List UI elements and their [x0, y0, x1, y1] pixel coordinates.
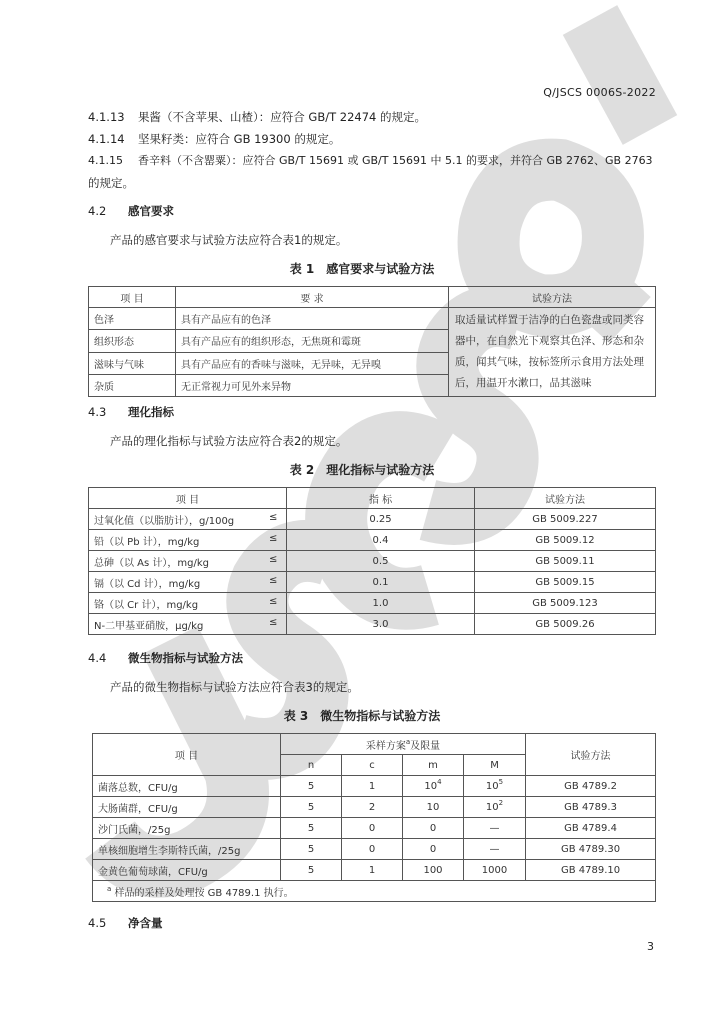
item-label: 过氧化值（以脂肪计），g/100g	[94, 515, 235, 527]
m-value: 100	[423, 864, 443, 876]
table-header-row	[89, 488, 656, 509]
table-row	[93, 776, 656, 797]
m-exponent: 4	[437, 777, 442, 786]
n-cell: 5	[281, 860, 342, 881]
m-cell	[403, 860, 464, 881]
subheader-cell: n	[281, 755, 342, 776]
M-value: 10	[485, 801, 499, 813]
table-row	[89, 572, 656, 593]
comparison-symbol: ≤	[269, 554, 278, 565]
clause-4-1-14	[88, 131, 340, 147]
m-value: 10	[424, 780, 438, 792]
M-cell	[464, 839, 526, 860]
m-cell	[403, 818, 464, 839]
method-cell: GB 5009.12	[475, 530, 656, 551]
header-cell: 要 求	[176, 287, 449, 308]
section-4-2-paragraph: 产品的感官要求与试验方法应符合表1的规定。	[110, 233, 348, 247]
c-cell: 0	[342, 818, 403, 839]
value-cell: 0.1	[287, 572, 475, 593]
item-cell: 杂质	[89, 374, 176, 396]
header-cell: 指 标	[287, 488, 475, 509]
item-cell: 组织形态	[89, 330, 176, 352]
m-cell	[403, 797, 464, 818]
value-cell: 1.0	[287, 593, 475, 614]
value-cell: 0.25	[287, 509, 475, 530]
item-cell	[89, 509, 287, 530]
method-cell: GB 5009.26	[475, 614, 656, 635]
item-cell: 金黄色葡萄球菌，CFU/g	[93, 860, 281, 881]
section-4-2-heading	[88, 203, 174, 219]
item-cell: 色泽	[89, 308, 176, 330]
comparison-symbol: ≤	[269, 533, 278, 544]
clause-number: 4.1.15	[88, 154, 123, 167]
clause-text: 香辛料（不含罂粟）：应符合 GB/T 15691 或 GB/T 15691 中 5.1 的要求，并符合 GB 2762、GB 2763	[138, 154, 653, 167]
m-cell	[403, 776, 464, 797]
M-cell	[464, 818, 526, 839]
table-title: 理化指标与试验方法	[326, 463, 435, 477]
item-cell	[89, 593, 287, 614]
M-value: 1000	[481, 864, 508, 876]
section-4-4-heading	[88, 650, 243, 666]
header-group-tail: 及限量	[410, 740, 441, 752]
requirement-cell: 具有产品应有的色泽	[176, 308, 449, 330]
table-row	[89, 614, 656, 635]
item-label: 铅（以 Pb 计），mg/kg	[94, 536, 200, 548]
document-code: Q/JSCS 0006S-2022	[543, 86, 656, 99]
header-cell: 项 目	[89, 287, 176, 308]
table-number: 表 1	[289, 262, 315, 276]
M-cell	[464, 860, 526, 881]
comparison-symbol: ≤	[269, 596, 278, 607]
value-cell: 0.5	[287, 551, 475, 572]
item-label: 铬（以 Cr 计），mg/kg	[94, 599, 199, 611]
c-cell: 0	[342, 839, 403, 860]
section-number: 4.4	[88, 651, 107, 665]
table-row	[93, 818, 656, 839]
n-cell: 5	[281, 776, 342, 797]
table-row	[89, 530, 656, 551]
item-cell	[89, 530, 287, 551]
method-cell: GB 5009.15	[475, 572, 656, 593]
section-4-4-paragraph: 产品的微生物指标与试验方法应符合表3的规定。	[110, 680, 359, 694]
section-4-3-paragraph: 产品的理化指标与试验方法应符合表2的规定。	[110, 434, 348, 448]
footnote-ref: a	[405, 737, 411, 746]
clause-continuation: 的规定。	[88, 176, 134, 190]
clause-4-1-15	[88, 153, 653, 169]
item-cell: 大肠菌群，CFU/g	[93, 797, 281, 818]
page-number: 3	[647, 940, 654, 953]
header-cell: 项 目	[89, 488, 287, 509]
header-group-cell	[281, 734, 526, 755]
table-row	[93, 839, 656, 860]
item-label: 镉（以 Cd 计），mg/kg	[94, 578, 201, 590]
section-title: 净含量	[128, 916, 163, 930]
header-cell: 试验方法	[475, 488, 656, 509]
value-cell: 0.4	[287, 530, 475, 551]
item-cell	[89, 551, 287, 572]
section-number: 4.5	[88, 916, 107, 930]
table-2-caption	[0, 461, 724, 478]
method-cell: GB 4789.4	[526, 818, 656, 839]
method-cell: 取适量试样置于洁净的白色瓷盘或同类容器中，在自然光下观察其色泽、形态和杂质，闻其气味，按标签所示食用方法处理后，用温开水漱口，品其滋味	[449, 308, 656, 397]
clause-text: 坚果籽类：应符合 GB 19300 的规定。	[138, 132, 341, 146]
item-cell: 滋味与气味	[89, 352, 176, 374]
method-cell: GB 4789.10	[526, 860, 656, 881]
table-row	[89, 593, 656, 614]
method-cell: GB 4789.2	[526, 776, 656, 797]
table-header-row	[89, 287, 656, 308]
table-row	[93, 860, 656, 881]
requirement-cell: 具有产品应有的组织形态，无焦斑和霉斑	[176, 330, 449, 352]
m-value: 0	[429, 822, 437, 834]
table-title: 微生物指标与试验方法	[320, 709, 441, 723]
table-3	[92, 733, 656, 902]
c-cell: 1	[342, 860, 403, 881]
method-cell: GB 4789.30	[526, 839, 656, 860]
table-1	[88, 286, 656, 397]
table-row	[89, 551, 656, 572]
M-value: 10	[485, 780, 499, 792]
method-cell: GB 4789.3	[526, 797, 656, 818]
comparison-symbol: ≤	[269, 575, 278, 586]
table-number: 表 2	[289, 463, 315, 477]
c-cell: 1	[342, 776, 403, 797]
table-footnote-row	[93, 881, 656, 902]
clause-number: 4.1.13	[88, 110, 125, 124]
table-3-caption	[0, 707, 724, 724]
section-4-3-heading	[88, 404, 174, 420]
m-value: 0	[429, 843, 437, 855]
table-2	[88, 487, 656, 635]
table-number: 表 3	[283, 709, 309, 723]
requirement-cell: 无正常视力可见外来异物	[176, 374, 449, 396]
item-cell	[89, 614, 287, 635]
n-cell: 5	[281, 818, 342, 839]
item-cell	[89, 572, 287, 593]
method-cell: GB 5009.123	[475, 593, 656, 614]
subheader-cell: M	[464, 755, 526, 776]
M-value: —	[489, 843, 500, 855]
header-cell: 试验方法	[526, 734, 656, 776]
comparison-symbol: ≤	[269, 512, 278, 523]
section-number: 4.3	[88, 405, 107, 419]
M-cell	[464, 797, 526, 818]
requirement-cell: 具有产品应有的香味与滋味，无异味，无异嗅	[176, 352, 449, 374]
table-row	[89, 308, 656, 330]
header-cell: 项 目	[93, 734, 281, 776]
m-cell	[403, 839, 464, 860]
footnote-marker: a	[107, 884, 112, 893]
section-4-5-heading	[88, 915, 163, 931]
table-header-row	[93, 734, 656, 755]
item-label: N-二甲基亚硝胺，μg/kg	[94, 620, 204, 632]
n-cell: 5	[281, 839, 342, 860]
M-value: —	[489, 822, 500, 834]
table-footnote	[93, 881, 656, 902]
table-title: 感官要求与试验方法	[326, 262, 435, 276]
n-cell: 5	[281, 797, 342, 818]
header-cell: 试验方法	[449, 287, 656, 308]
footnote-text: 样品的采样及处理按 GB 4789.1 执行。	[114, 887, 294, 899]
clause-number: 4.1.14	[88, 132, 125, 146]
section-number: 4.2	[88, 204, 107, 218]
section-title: 理化指标	[128, 405, 174, 419]
method-cell: GB 5009.227	[475, 509, 656, 530]
table-1-caption	[0, 260, 724, 277]
header-group-label: 采样方案	[365, 740, 406, 752]
M-cell	[464, 776, 526, 797]
c-cell: 2	[342, 797, 403, 818]
table-row	[93, 797, 656, 818]
section-title: 感官要求	[128, 204, 174, 218]
item-cell: 单核细胞增生李斯特氏菌，/25g	[93, 839, 281, 860]
item-label: 总砷（以 As 计），mg/kg	[94, 557, 210, 569]
method-cell: GB 5009.11	[475, 551, 656, 572]
m-value: 10	[426, 801, 440, 813]
clause-4-1-13	[88, 109, 426, 125]
value-cell: 3.0	[287, 614, 475, 635]
M-exponent: 2	[498, 798, 504, 807]
item-cell: 菌落总数，CFU/g	[93, 776, 281, 797]
comparison-symbol: ≤	[269, 617, 278, 628]
M-exponent: 5	[498, 777, 504, 786]
item-cell: 沙门氏菌，/25g	[93, 818, 281, 839]
subheader-cell: c	[342, 755, 403, 776]
subheader-cell: m	[403, 755, 464, 776]
clause-text: 果酱（不含苹果、山楂）：应符合 GB/T 22474 的规定。	[138, 110, 426, 124]
section-title: 微生物指标与试验方法	[128, 651, 243, 665]
table-row	[89, 509, 656, 530]
